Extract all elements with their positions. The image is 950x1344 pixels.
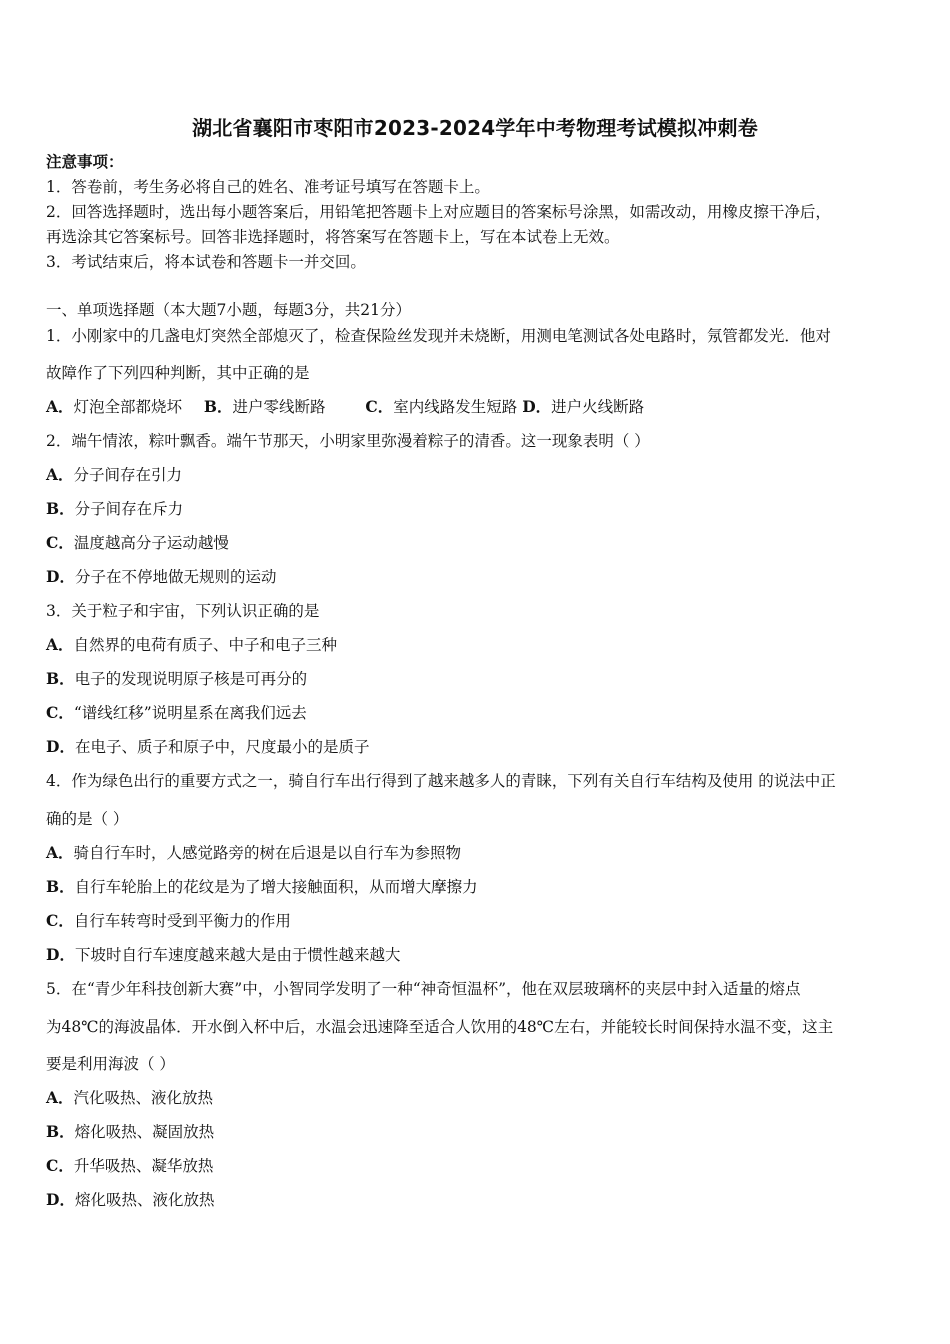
q3-option-a [46,635,337,655]
notice-heading: 注意事项： [46,152,124,171]
q5-option-d [46,1190,214,1210]
q1-option-c [365,397,517,417]
option-text: 在电子、质子和原子中，尺度最小的是质子 [74,738,370,756]
option-letter: C． [46,703,74,722]
option-letter: C． [46,1156,74,1175]
option-letter: C． [46,911,74,930]
option-text: 分子间存在引力 [73,466,183,484]
option-letter: D． [46,1190,75,1209]
q5-stem-line1: 5．在“青少年科技创新大赛”中，小智同学发明了一种“神奇恒温杯”，他在双层玻璃杯的夹层中封入适量的熔点 [46,980,801,998]
option-text: 进户火线断路 [551,398,645,416]
q4-option-c [46,911,291,931]
option-text: 灯泡全部都烧坏 [73,398,183,416]
q5-option-a [46,1088,213,1108]
q5-stem-line2: 为48℃的海波晶体．开水倒入杯中后，水温会迅速降至适合人饮用的48℃左右，并能较长时间保持水温不变，这主 [46,1018,834,1036]
option-letter: A． [46,843,74,862]
option-text: 升华吸热、凝华放热 [73,1157,214,1175]
notice-item-2-cont: 再选涂其它答案标号。回答非选择题时，将答案写在答题卡上，写在本试卷上无效。 [46,228,620,246]
option-text: 熔化吸热、液化放热 [74,1191,215,1209]
q1-stem-line2: 故障作了下列四种判断，其中正确的是 [46,364,310,382]
notice-item-2: 2．回答选择题时，选出每小题答案后，用铅笔把答题卡上对应题目的答案标号涂黑，如需改动，用橡皮擦干净后， [46,203,831,221]
option-text: 下坡时自行车速度越来越大是由于惯性越来越大 [74,946,401,964]
option-text: 进户零线断路 [232,398,326,416]
q5-option-b [46,1122,214,1142]
q5-option-c [46,1156,213,1176]
section-heading: 一、单项选择题（本大题7小题，每题3分，共21分） [46,301,411,319]
option-text: 室内线路发生短路 [393,398,518,416]
option-text: 自行车轮胎上的花纹是为了增大接触面积，从而增大摩擦力 [74,878,478,896]
option-text: 骑自行车时，人感觉路旁的树在后退是以自行车为参照物 [73,844,462,862]
option-text: 熔化吸热、凝固放热 [74,1123,215,1141]
q2-option-b [46,499,183,519]
q4-option-b [46,877,478,897]
q4-stem-line1: 4．作为绿色出行的重要方式之一，骑自行车出行得到了越来越多人的青睐，下列有关自行车结构及使用 的说法中正 [46,772,836,790]
option-letter: C． [46,533,74,552]
q5-stem-line3: 要是利用海波（ ） [46,1055,175,1073]
option-text: 自行车转弯时受到平衡力的作用 [73,912,291,930]
exam-title: 湖北省襄阳市枣阳市2023-2024学年中考物理考试模拟冲刺卷 [192,116,758,140]
q4-option-d [46,945,400,965]
q3-option-b [46,669,307,689]
q3-option-d [46,737,369,757]
option-text: 分子间存在斥力 [74,500,184,518]
q3-stem: 3．关于粒子和宇宙，下列认识正确的是 [46,602,320,620]
q3-option-c [46,703,307,723]
option-text: 汽化吸热、液化放热 [73,1089,214,1107]
q1-option-a [46,397,182,417]
option-letter: C． [365,397,394,416]
option-letter: B． [46,1122,75,1141]
q4-option-a [46,843,461,863]
notice-item-1: 1．答卷前，考生务必将自己的姓名、准考证号填写在答题卡上。 [46,178,490,196]
option-text: 分子在不停地做无规则的运动 [74,568,277,586]
option-text: 温度越高分子运动越慢 [73,534,229,552]
option-text: 自然界的电荷有质子、中子和电子三种 [73,636,338,654]
option-letter: B． [46,669,75,688]
option-letter: D． [46,945,75,964]
option-letter: A． [46,397,74,416]
q2-option-d [46,567,276,587]
q4-stem-line2: 确的是（ ） [46,810,129,828]
option-letter: A． [46,1088,74,1107]
option-letter: D． [522,397,552,416]
option-letter: B． [46,499,75,518]
option-letter: B． [46,877,75,896]
q2-option-a [46,465,182,485]
option-letter: B． [203,397,233,416]
q2-stem: 2．端午情浓，粽叶飘香。端午节那天，小明家里弥漫着粽子的清香。这一现象表明（ ） [46,432,650,450]
option-letter: D． [46,737,75,756]
q1-option-b [204,397,326,417]
q1-option-d [522,397,644,417]
option-letter: D． [46,567,75,586]
option-letter: A． [46,465,74,484]
option-text: “谱线红移”说明星系在离我们远去 [73,704,307,722]
q1-options [46,397,644,417]
q2-option-c [46,533,229,553]
notice-item-3: 3．考试结束后，将本试卷和答题卡一并交回。 [46,253,366,271]
option-text: 电子的发现说明原子核是可再分的 [74,670,308,688]
option-letter: A． [46,635,74,654]
q1-stem-line1: 1．小刚家中的几盏电灯突然全部熄灭了，检查保险丝发现并未烧断，用测电笔测试各处电路时，氖管都发光．他对 [46,327,831,345]
